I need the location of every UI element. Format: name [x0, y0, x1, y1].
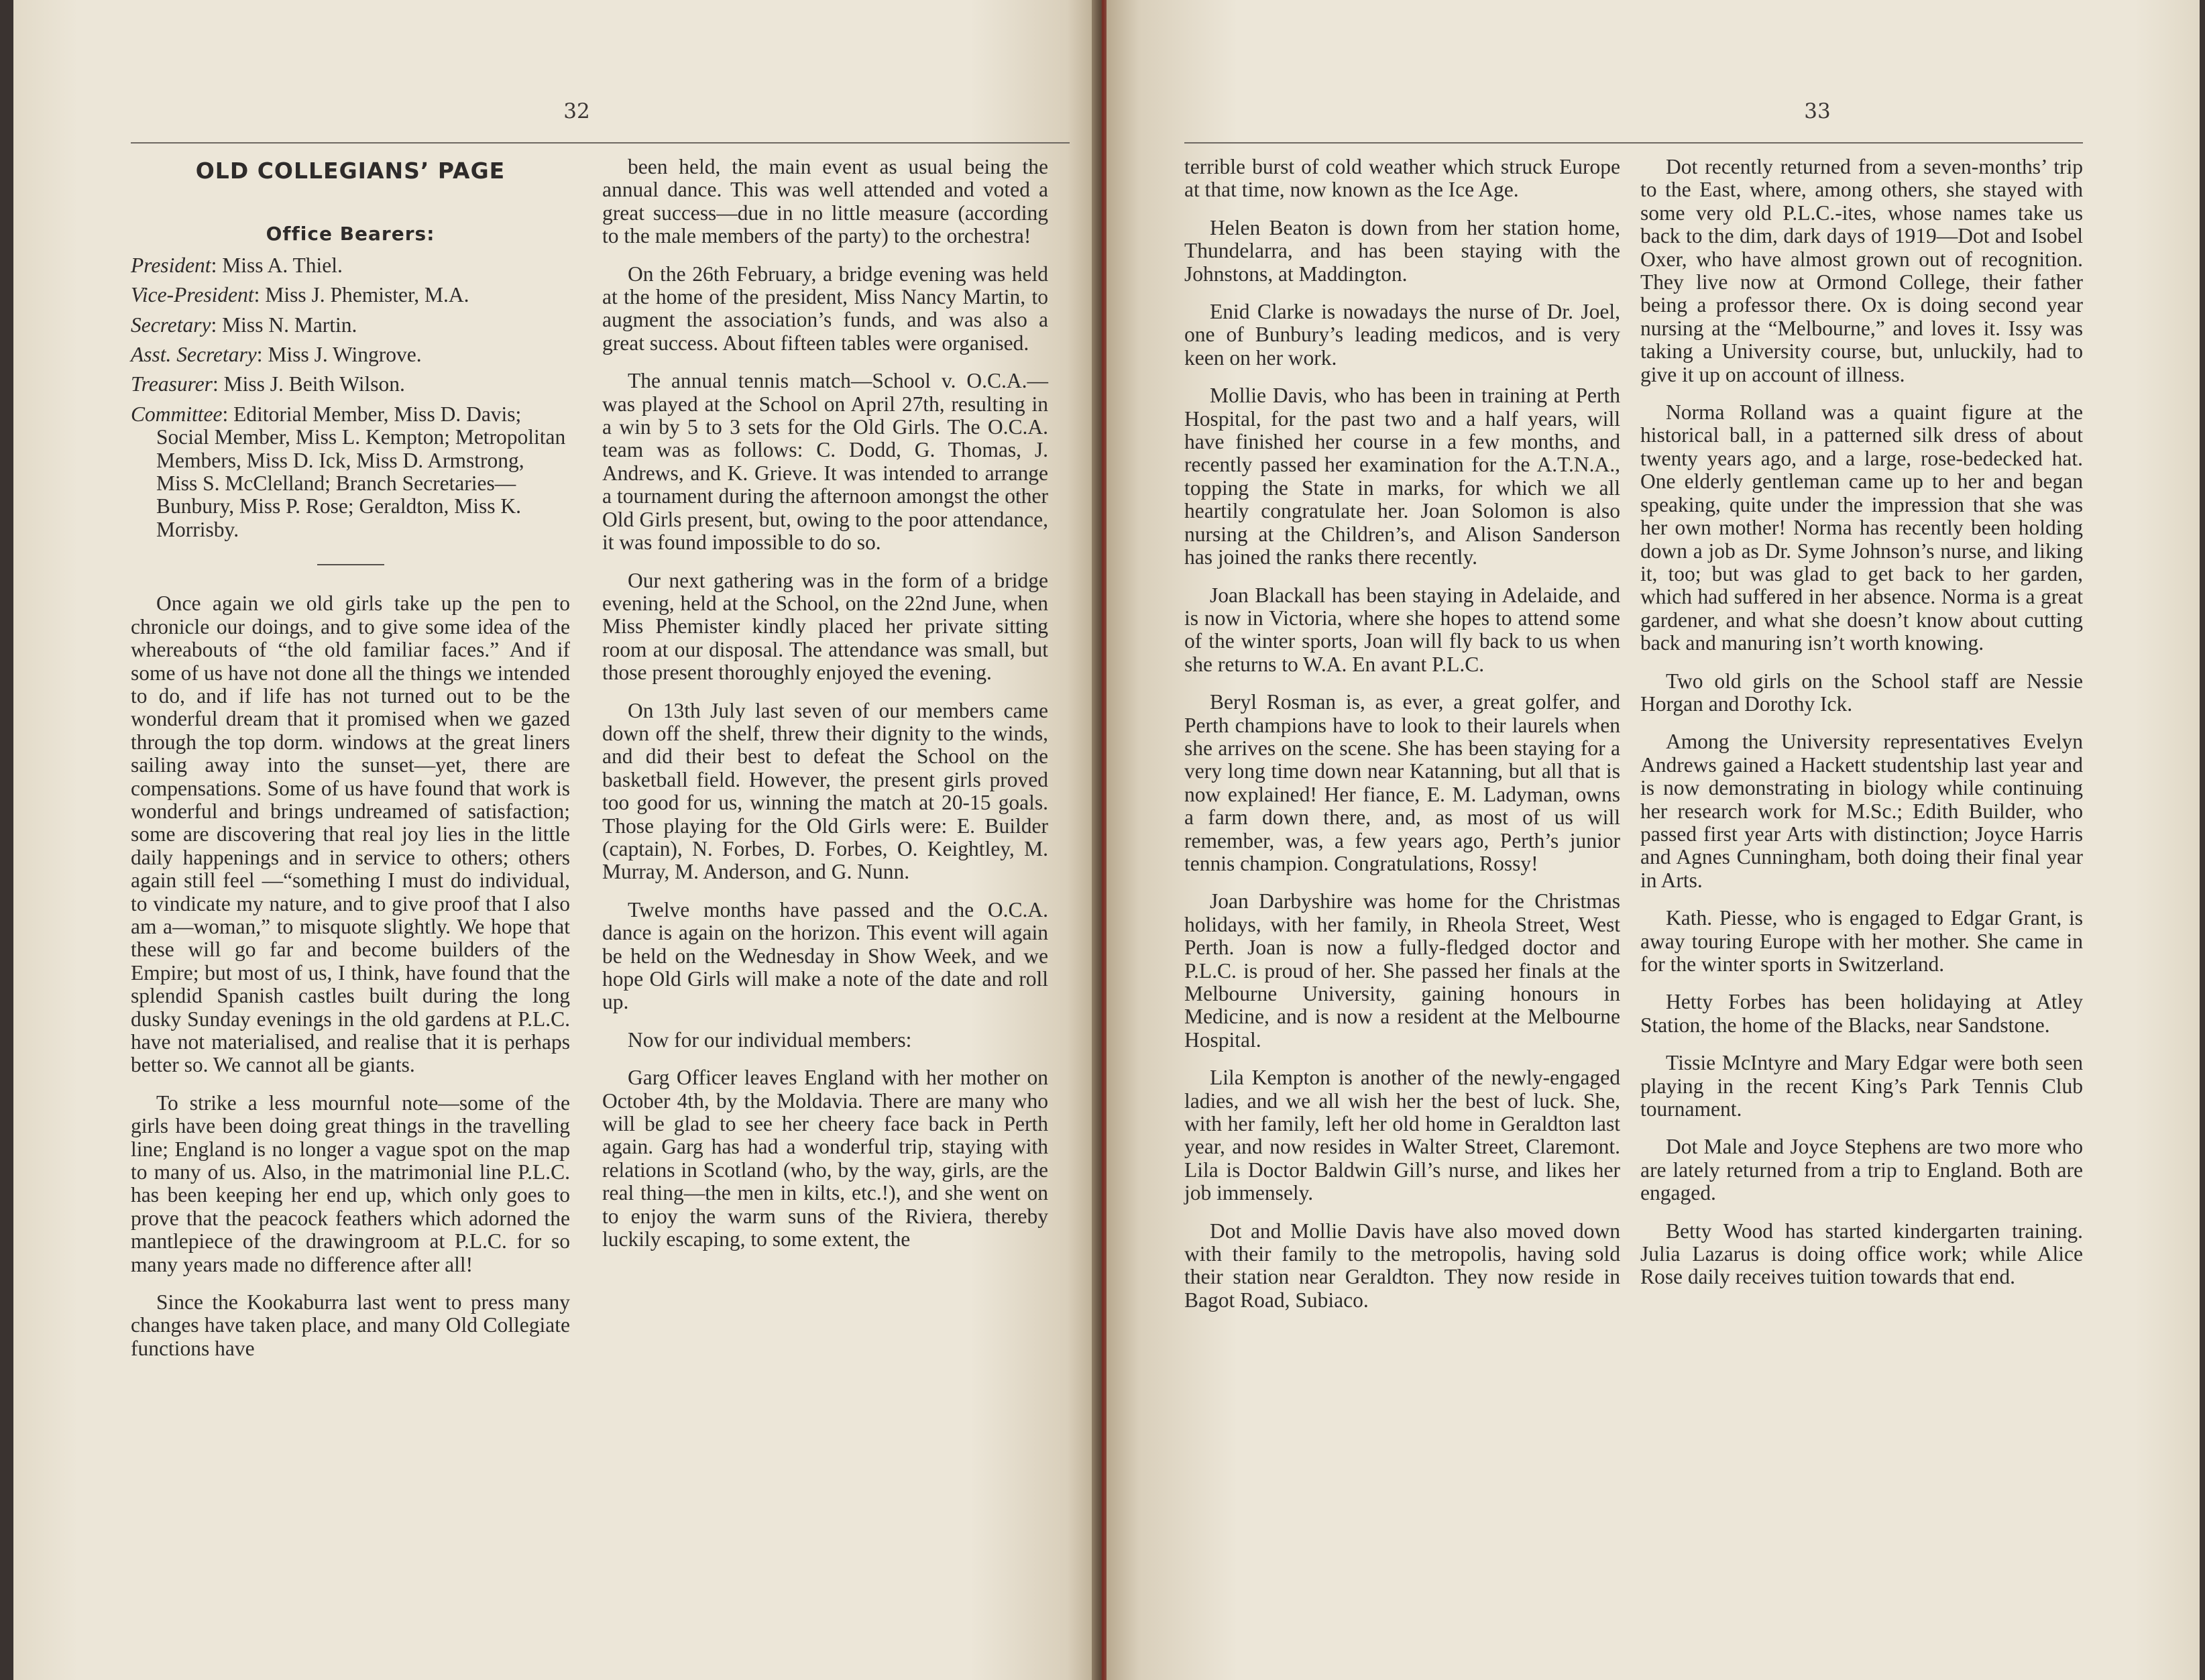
header-rule — [1184, 142, 2083, 144]
paragraph: been held, the main event as usual being the annual dance. This was well attended and voted a great success—due in no little measure (according to the male members of the party) to the orchestra! — [602, 155, 1048, 248]
paragraph: The annual tennis match—School v. O.C.A.—was played at the School on April 27th, resulting in a win by 5 to 3 sets for the Old Girls. The O.C.A. team was as follows: C. Dodd, G. Thomas, J. Andrews, and K. Grieve. It was intended to arrange a tournament during the afternoon amongst the other Old Girls present, but, owing to the poor attendance, it was found impossible to do so. — [602, 369, 1048, 555]
paragraph: Once again we old girls take up the pen to chronicle our doings, and to give some idea of the whereabouts of “the old familiar faces.” And if some of us have not done all the things we intended to do, and if life has not turned out to be the wonderful dream that it promised when we gazed through the top dorm. windows at the great liners sailing away into the sunset—yet, there are compensations. Some of us have found that work is wonderful and brings undreamed of satisfaction; some are discovering that real joy lies in the little daily happenings and in service to others; others again still feel —“something I must do individual, to vindicate my nature, and to give proof that I also am a—woman,” to misquote slightly. We hope that these will go far and become builders of the Empire; but most of us, I think, have found that the splendid Spanish castles built during the long dusky Sunday evenings in the old gardens at P.L.C. have not materialised, and realise that it is perhaps better so. We cannot all be giants. — [131, 592, 570, 1077]
office-role: Vice-President — [131, 283, 254, 307]
paragraph: Garg Officer leaves England with her mother on October 4th, by the Moldavia. There are many who will be glad to see her cheery face back in Perth again. Garg has had a wonderful trip, staying with relations in Scotland (who, by the way, girls, are the real thing—the men in kilts, etc.!), and she went on to enjoy the warm suns of the Riviera, thereby luckily escaping, to some extent, the — [602, 1066, 1048, 1251]
paragraph: Hetty Forbes has been holidaying at Atley Station, the home of the Blacks, near Sandstone. — [1640, 990, 2083, 1037]
column-3-text — [1184, 156, 1620, 1312]
paragraph: Two old girls on the School staff are Nessie Horgan and Dorothy Ick. — [1640, 669, 2083, 716]
paragraph: Dot Male and Joyce Stephens are two more who are lately returned from a trip to England. Both are engaged. — [1640, 1135, 2083, 1205]
paragraph: Lila Kempton is another of the newly-engaged ladies, and we all wish her the best of luck. She, with her family, left her old home in Geraldton last year, and now resides in Walter Street, Claremont. Lila is Doctor Baldwin Gill’s nurse, and likes her job immensely. — [1184, 1066, 1620, 1205]
column-4 — [1640, 156, 2083, 1304]
office-bearer: Secretary: Miss N. Martin. — [131, 313, 357, 337]
column-1-text — [131, 592, 570, 1360]
office-bearer: Vice-President: Miss J. Phemister, M.A. — [131, 283, 469, 307]
office-role: Asst. Secretary — [131, 343, 257, 367]
page-number: 32 — [563, 99, 590, 123]
office-bearer: Treasurer: Miss J. Beith Wilson. — [131, 372, 405, 396]
office-role: Secretary — [131, 313, 211, 337]
paragraph: Kath. Piesse, who is engaged to Edgar Grant, is away touring Europe with her mother. She came in for the winter sports in Switzerland. — [1640, 906, 2083, 976]
header-rule — [131, 142, 1070, 144]
paragraph: Mollie Davis, who has been in training at Perth Hospital, for the past two and a half years, will have finished her course in a few months, and recently passed her examination for the A.T.N.A., topping the State in marks, for which we all heartily congratulate her. Joan Solomon is also nursing at the Children’s, and Alison Sanderson has joined the ranks there recently. — [1184, 384, 1620, 569]
paragraph: Betty Wood has started kindergarten training. Julia Lazarus is doing office work; while Alice Rose daily receives tuition towards that end. — [1640, 1219, 2083, 1289]
paragraph: terrible burst of cold weather which struck Europe at that time, now known as the Ice Age. — [1184, 155, 1620, 202]
office-bearers-heading: Office Bearers: — [266, 223, 435, 245]
paragraph: Joan Darbyshire was home for the Christmas holidays, with her family, in Rheola Street, West Perth. Joan is now a fully-fledged doctor and P.L.C. is proud of her. She passed her finals at the Melbourne University, gaining honours in Medicine, and is now a resident at the Melbourne Hospital. — [1184, 889, 1620, 1052]
right-page — [1107, 0, 2200, 1680]
paragraph: Since the Kookaburra last went to press many changes have taken place, and many Old Collegiate functions have — [131, 1290, 570, 1360]
paragraph: To strike a less mournful note—some of the girls have been doing great things in the travelling line; England is no longer a vague spot on the map to many of us. Also, in the matrimonial line P.L.C. has been keeping her end up, which only goes to prove that the peacock feathers which adorned the mantlepiece of the drawingroom at P.L.C. for so many years made no difference after all! — [131, 1090, 570, 1276]
office-bearers-list — [131, 254, 570, 541]
section-divider — [317, 564, 384, 565]
office-bearer: Asst. Secretary: Miss J. Wingrove. — [131, 343, 422, 367]
paragraph: Beryl Rosman is, as ever, a great golfer, and Perth champions have to look to their laurels when she arrives on the scene. She has been staying for a very long time down near Katanning, but all that is now explained! Her fiance, E. M. Ladyman, owns a farm down there, and, as most of us will remember, was, a few years ago, Perth’s junior tennis champion. Congratulations, Rossy! — [1184, 690, 1620, 875]
office-holder: Miss J. Phemister, M.A. — [265, 283, 469, 307]
paragraph: Twelve months have passed and the O.C.A. dance is again on the horizon. This event will again be held on the Wednesday in Show Week, and we hope Old Girls will make a note of the date and roll up. — [602, 897, 1048, 1014]
office-role: Treasurer — [131, 372, 213, 396]
paragraph: On the 26th February, a bridge evening was held at the home of the president, Miss Nancy Martin, to augment the association’s funds, and was also a great success. About fifteen tables were organised. — [602, 262, 1048, 355]
column-1 — [131, 156, 570, 1375]
paragraph: Norma Rolland was a quaint figure at the historical ball, in a patterned silk dress of about twenty years ago, and a large, rose-bedecked hat. One elderly gentleman came up to her and began speaking, quite under the impression that she was her own mother! Norma has recently been holding down a job as Dr. Syme Johnson’s nurse, and liking it, too; but was glad to get back to her garden, which had suffered in her absence. Norma is a great gardener, and what she doesn’t know about cutting back and manuring isn’t worth knowing. — [1640, 400, 2083, 655]
page-title: OLD COLLEGIANS’ PAGE — [195, 158, 506, 184]
column-2-text — [602, 156, 1048, 1251]
office-role: Committee — [131, 402, 223, 426]
column-2 — [602, 156, 1048, 1266]
column-4-text — [1640, 156, 2083, 1289]
office-holder: Miss J. Beith Wilson. — [223, 372, 405, 396]
office-holder: Editorial Member, Miss D. Davis; Social Member, Miss L. Kempton; Metropolitan Members, Miss D. Ick, Miss D. Armstrong, Miss S. McClelland; Branch Secretaries—Bunbury, Miss P. Rose; Geraldton, Miss K. Morrisby. — [156, 402, 566, 541]
office-holder: Miss A. Thiel. — [222, 253, 343, 277]
paragraph: On 13th July last seven of our members came down off the shelf, threw their dignity to the winds, and did their best to defeat the School on the basketball field. However, the present girls proved too good for us, winning the match at 20-15 goals. Those playing for the Old Girls were: E. Builder (captain), N. Forbes, D. Forbes, O. Keightley, M. Murray, M. Anderson, and G. Nunn. — [602, 698, 1048, 884]
office-bearer: President: Miss A. Thiel. — [131, 253, 343, 277]
office-holder: Miss N. Martin. — [222, 313, 357, 337]
column-3 — [1184, 156, 1620, 1327]
paragraph: Dot and Mollie Davis have also moved down with their family to the metropolis, having sold their station near Geraldton. They now reside in Bagot Road, Subiaco. — [1184, 1219, 1620, 1312]
paragraph: Helen Beaton is down from her station home, Thundelarra, and has been staying with the Johnstons, at Maddington. — [1184, 215, 1620, 286]
paragraph: Our next gathering was in the form of a bridge evening, held at the School, on the 22nd June, when Miss Phemister kindly placed her private sitting room at our disposal. The attendance was small, but those present thoroughly enjoyed the evening. — [602, 568, 1048, 685]
office-holder: Miss J. Wingrove. — [268, 343, 422, 367]
paragraph: Now for our individual members: — [628, 1027, 912, 1052]
paragraph: Joan Blackall has been staying in Adelaide, and is now in Victoria, where she hopes to attend some of the winter sports, Joan will fly back to us when she returns to W.A. En avant P.L.C. — [1184, 583, 1620, 676]
page-number: 33 — [1804, 99, 1831, 123]
left-page — [13, 0, 1100, 1680]
office-role: President — [131, 253, 211, 277]
office-bearer: Committee: Editorial Member, Miss D. Davis; Social Member, Miss L. Kempton; Metropolitan Members, Miss D. Ick, Miss D. Armstrong, Miss S. McClelland; Branch Secretaries—Bunbury, Miss P. Rose; Geraldton, Miss K. Morrisby. — [131, 402, 566, 541]
paragraph: Tissie McIntyre and Mary Edgar were both seen playing in the recent King’s Park Tennis Club tournament. — [1640, 1051, 2083, 1121]
paragraph: Dot recently returned from a seven-months’ trip to the East, where, among others, she stayed with some very old P.L.C.-ites, whose names take us back to the dim, dark days of 1919—Dot and Isobel Oxer, who have almost grown out of recognition. They live now at Ormond College, their father being a professor there. Ox is doing second year nursing at the “Melbourne,” and loves it. Issy was taking a University course, but, unluckily, had to give it up on account of illness. — [1640, 155, 2083, 386]
paragraph: Enid Clarke is nowadays the nurse of Dr. Joel, one of Bunbury’s leading medicos, and is very keen on her work. — [1184, 300, 1620, 370]
paragraph: Among the University representatives Evelyn Andrews gained a Hackett studentship last year and is now demonstrating in biology while continuing her research work for M.Sc.; Edith Builder, who passed first year Arts with distinction; Joyce Harris and Agnes Cunningham, both doing their final year in Arts. — [1640, 730, 2083, 892]
